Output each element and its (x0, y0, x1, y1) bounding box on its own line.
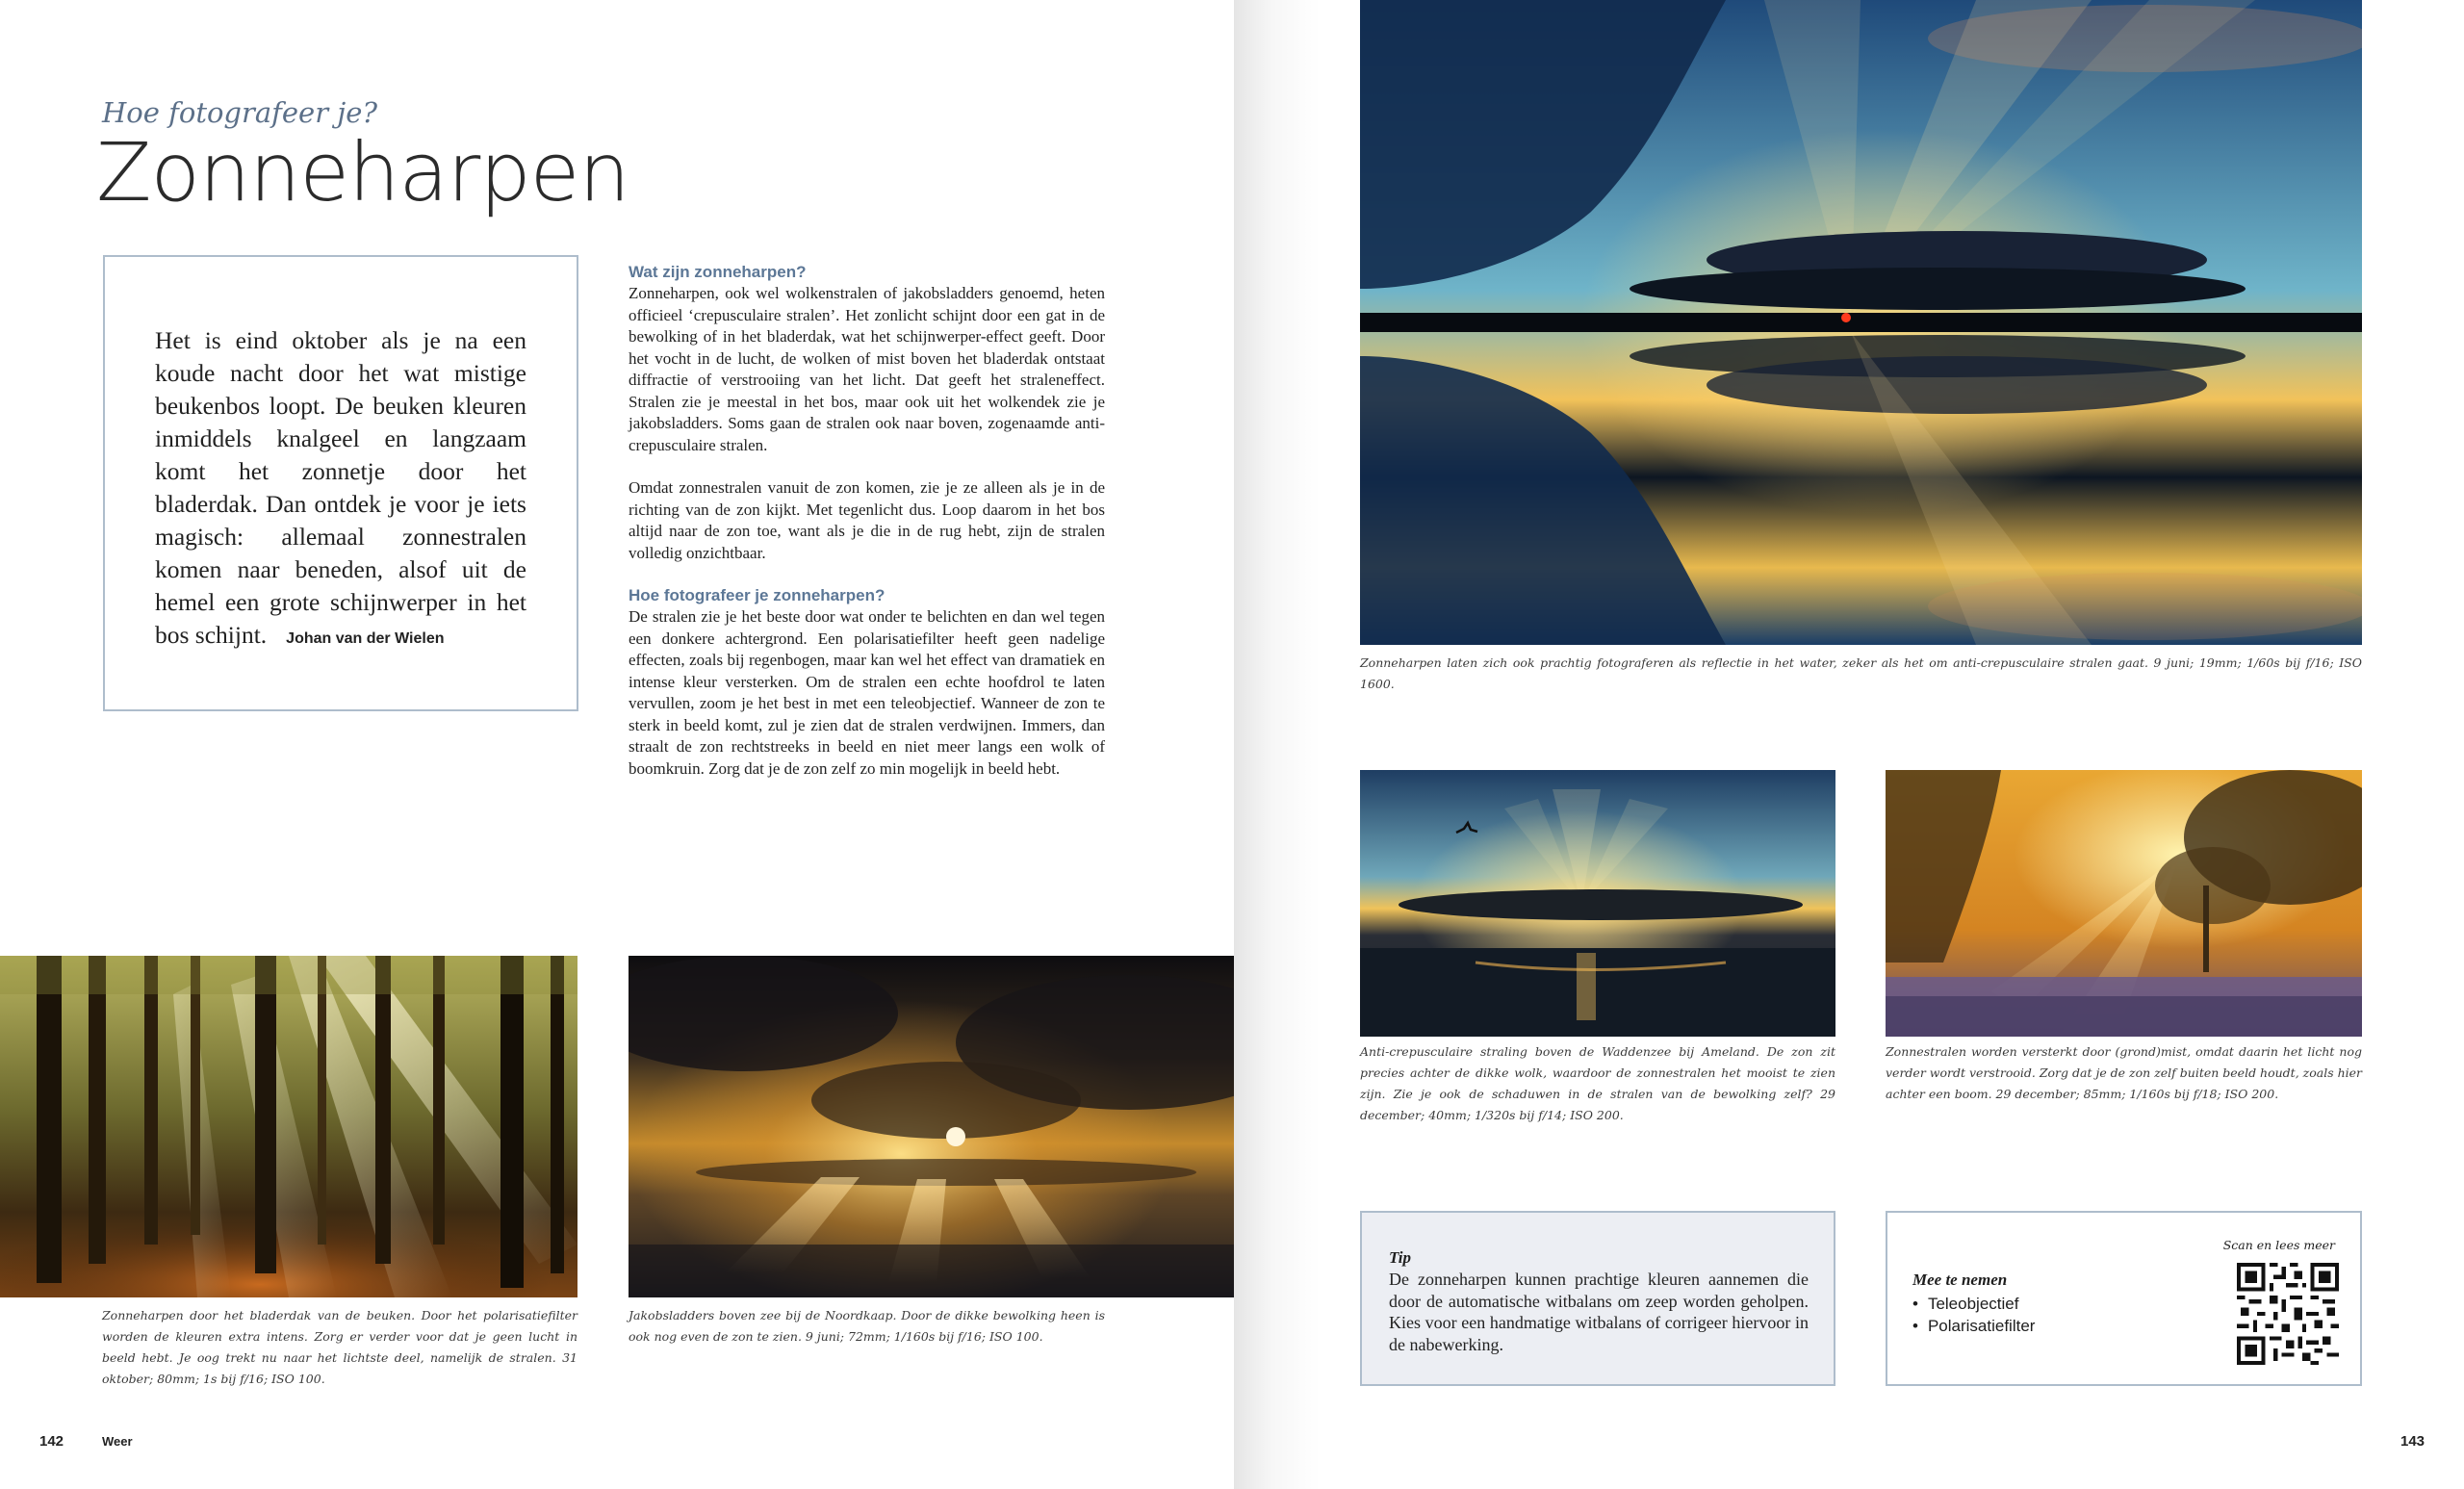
article-kicker: Hoe fotografeer je? (102, 96, 377, 129)
article-title: Zonneharpen (96, 125, 629, 219)
article-paragraph: Zonneharpen, ook wel wolkenstralen of jakobsladders genoemd, heten officieel ‘crepusculaire stralen’. Het zonlicht schijnt door een gat in de bewolking of in het bladerdak, wat het schijnwerper-effect geeft. Door het vocht in de lucht, de wolken of mist boven het bladerdak ontstaat diffractie of verstrooiing van het licht. Dat geeft het straleneffect. Stralen zie je meestal in het bos, maar ook uit het wolkendek zie je jakobsladders. Soms gaan de stralen ook naar boven, zogenaamde anti-crepusculaire stralen. (629, 284, 1105, 454)
heading-hoe-fotografeer: Hoe fotografeer je zonneharpen? (629, 586, 886, 604)
equipment-item: • Teleobjectief (1912, 1294, 2035, 1316)
mee-te-nemen-title: Mee te nemen (1912, 1271, 2008, 1289)
nordkapp-photo (629, 956, 1234, 1297)
reflection-photo (1360, 0, 2362, 645)
article-body (629, 262, 1105, 801)
tip-text: De zonneharpen kunnen prachtige kleuren aannemen die door de automatische witbalans om zeep worden geholpen. Kies voor een handmatige witbalans of corrigeer hiervoor in de nabewerking. (1389, 1270, 1809, 1354)
qr-code-icon[interactable] (2237, 1263, 2339, 1365)
tip-title: Tip (1389, 1248, 1411, 1267)
caption-nordkapp: Jakobsladders boven zee bij de Noordkaap. Door de dikke bewolking heen is ook nog even de zon te zien. 9 juni; 72mm; 1/160s bij f/16; ISO 100. (629, 1308, 1105, 1344)
section-label: Weer (102, 1434, 133, 1449)
jacobs-ladder-sea-image (629, 956, 1234, 1297)
right-page (1234, 0, 2464, 1489)
caption-wadden: Anti-crepusculaire straling boven de Waddenzee bij Ameland. De zon zit precies achter de dikke wolk, waardoor de zonnestralen het mooist te zien zijn. Zie je ook de schaduwen in de stralen van de bewolking zelf? 29 december; 40mm; 1/320s bij f/14; ISO 200. (1360, 1044, 1835, 1122)
page-number-right: 143 (2400, 1433, 2426, 1450)
mist-photo (1886, 770, 2362, 1037)
caption-mist: Zonnestralen worden versterkt door (grond)mist, omdat daarin het licht nog verder wordt verstrooid. Zorg dat je de zon zelf buiten beeld houdt, zoals hier achter een boom. 29 december; 85mm; 1/160s bij f/18; ISO 200. (1886, 1044, 2363, 1101)
intro-author: Johan van der Wielen (286, 630, 445, 647)
wadden-sea-image (1360, 770, 1835, 1037)
forest-photo (0, 956, 578, 1297)
wadden-photo (1360, 770, 1835, 1037)
caption-reflection: Zonneharpen laten zich ook prachtig fotograferen als reflectie in het water, zeker als het om anti-crepusculaire stralen gaat. 9 juni; 19mm; 1/60s bij f/16; ISO 1600. (1360, 655, 2362, 691)
article-paragraph: De stralen zie je het beste door wat onder te belichten en dan wel tegen een donkere achtergrond. Een polarisatiefilter heeft geen nadelige effecten, zoals bij regenbogen, maar kan wel het effect van dramatiek en intense kleur versterken. Om de stralen een echte hoofdrol te laten vervullen, zoom je het best in met een teleobjectief. Wanneer de zon te sterk in beeld komt, zul je zien dat de stralen verdwijnen. Immers, dan straalt de zon rechtstreeks in beeld en niet meer langs een wolk of boomkruin. Zorg dat je de zon zelf zo min mogelijk in beeld hebt. (629, 607, 1105, 778)
page-number-left: 142 (39, 1433, 64, 1450)
article-paragraph: Omdat zonnestralen vanuit de zon komen, zie je ze alleen als je in de richting van de zon kijkt. Met tegenlicht dus. Loop daarom in het bos altijd naar de zon toe, want als je die in de rug hebt, zijn de stralen volledig onzichtbaar. (629, 478, 1105, 562)
misty-heath-image (1886, 770, 2362, 1037)
mee-te-nemen-box (1886, 1211, 2362, 1386)
forest-sunrays-image (0, 956, 578, 1297)
heading-wat-zijn-zonneharpen: Wat zijn zonneharpen? (629, 263, 807, 281)
equipment-item: • Polarisatiefilter (1912, 1316, 2035, 1338)
lake-reflection-image (1360, 0, 2362, 645)
caption-forest: Zonneharpen door het bladerdak van de beuken. Door het polarisatiefilter worden de kleuren extra intens. Zorg er verder voor dat je geen lucht in beeld hebt. Je oog trekt nu naar het lichtste deel, namelijk de stralen. 31 oktober; 80mm; 1s bij f/16; ISO 100. (102, 1308, 578, 1386)
intro-box (103, 255, 578, 711)
qr-label: Scan en lees meer (2222, 1238, 2335, 1252)
intro-text: Het is eind oktober als je na een koude nacht door het wat mistige beukenbos loopt. De beuken kleuren inmiddels knalgeel en langzaam komt het zonnetje door het bladerdak. Dan ontdek je voor je iets magisch: allemaal zonnestralen komen naar beneden, alsof uit de hemel een grote schijnwerper in het bos schijnt. Johan van der Wielen (155, 326, 526, 649)
tip-box (1360, 1211, 1835, 1386)
equipment-list (1912, 1294, 2035, 1337)
